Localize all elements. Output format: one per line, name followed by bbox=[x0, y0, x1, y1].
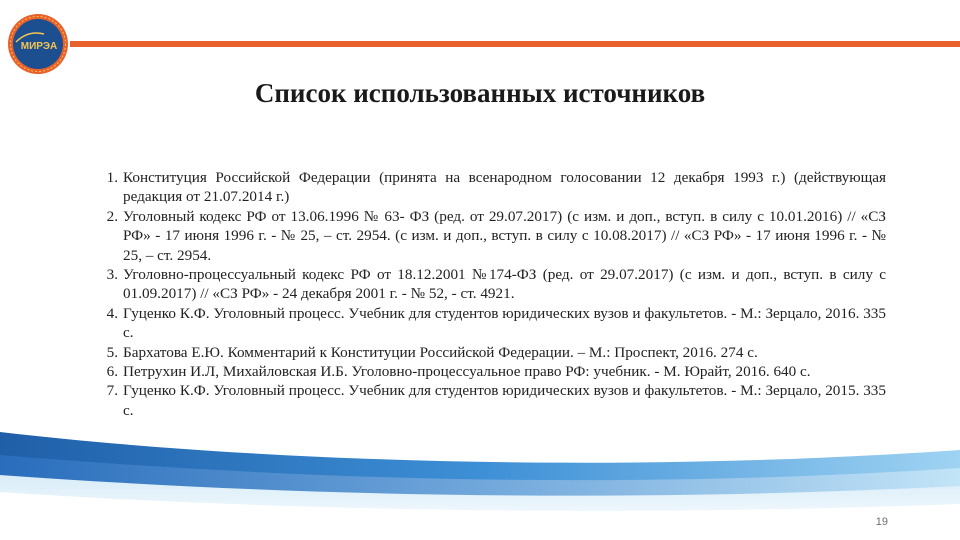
page-number: 19 bbox=[875, 516, 888, 528]
page-title: Список использованных источников bbox=[254, 78, 706, 108]
reference-number: 1. bbox=[106, 169, 118, 186]
reference-item bbox=[94, 304, 886, 343]
reference-text: Гуценко К.Ф. Уголовный процесс. Учебник для студентов юридических вузов и факультетов. - М.: Зерцало, 2016. 335 с. bbox=[123, 304, 886, 342]
reference-item bbox=[94, 343, 886, 362]
reference-item bbox=[94, 168, 886, 207]
reference-item bbox=[94, 207, 886, 265]
reference-number: 2. bbox=[106, 207, 118, 225]
reference-number: 7. bbox=[106, 382, 118, 400]
mirea-logo bbox=[6, 12, 70, 76]
logo-text: МИРЭА bbox=[20, 41, 58, 52]
reference-number: 4. bbox=[106, 304, 118, 322]
reference-text: Петрухин И.Л, Михайловская И.Б. Уголовно-процессуальное право РФ: учебник. - М. Юрайт, 2016. 640 с. bbox=[123, 363, 811, 381]
reference-number: 6. bbox=[106, 363, 118, 381]
reference-list bbox=[94, 168, 886, 420]
reference-number: 5. bbox=[106, 343, 118, 361]
reference-item bbox=[94, 265, 886, 304]
reference-text: Гуценко К.Ф. Уголовный процесс. Учебник для студентов юридических вузов и факультетов. - М.: Зерцало, 2015. 335 с. bbox=[123, 382, 886, 419]
reference-item bbox=[94, 381, 886, 420]
reference-text: Конституция Российской Федерации (принята на всенародном голосовании 12 декабря 1993 г.) (действующая редакция от 21.07.2014 г.) bbox=[123, 169, 886, 206]
reference-item bbox=[94, 362, 886, 381]
reference-text: Уголовный кодекс РФ от 13.06.1996 № 63- ФЗ (ред. от 29.07.2017) (с изм. и доп., вступ. в силу с 10.01.2016) // «СЗ РФ» - 17 июня 1996 г. - № 25, – ст. 2954. (с изм. и доп., вступ. в силу с 10.08.2017) // «СЗ РФ» - 17 июня 1996 г. - № 25, – ст. 2954. bbox=[123, 207, 886, 264]
reference-text: Бархатова Е.Ю. Комментарий к Конституции Российской Федерации. – М.: Проспект, 2016. 274 с. bbox=[123, 343, 758, 361]
reference-number: 3. bbox=[106, 266, 118, 284]
reference-text: Уголовно-процессуальный кодекс РФ от 18.12.2001 №174-ФЗ (ред. от 29.07.2017) (с изм. и доп., вступ. в силу с 01.09.2017) // «СЗ РФ» - 24 декабря 2001 г. - № 52, - ст. 4921. bbox=[123, 266, 886, 303]
header-accent-bar bbox=[70, 41, 960, 47]
bottom-wave-decoration bbox=[0, 420, 960, 540]
